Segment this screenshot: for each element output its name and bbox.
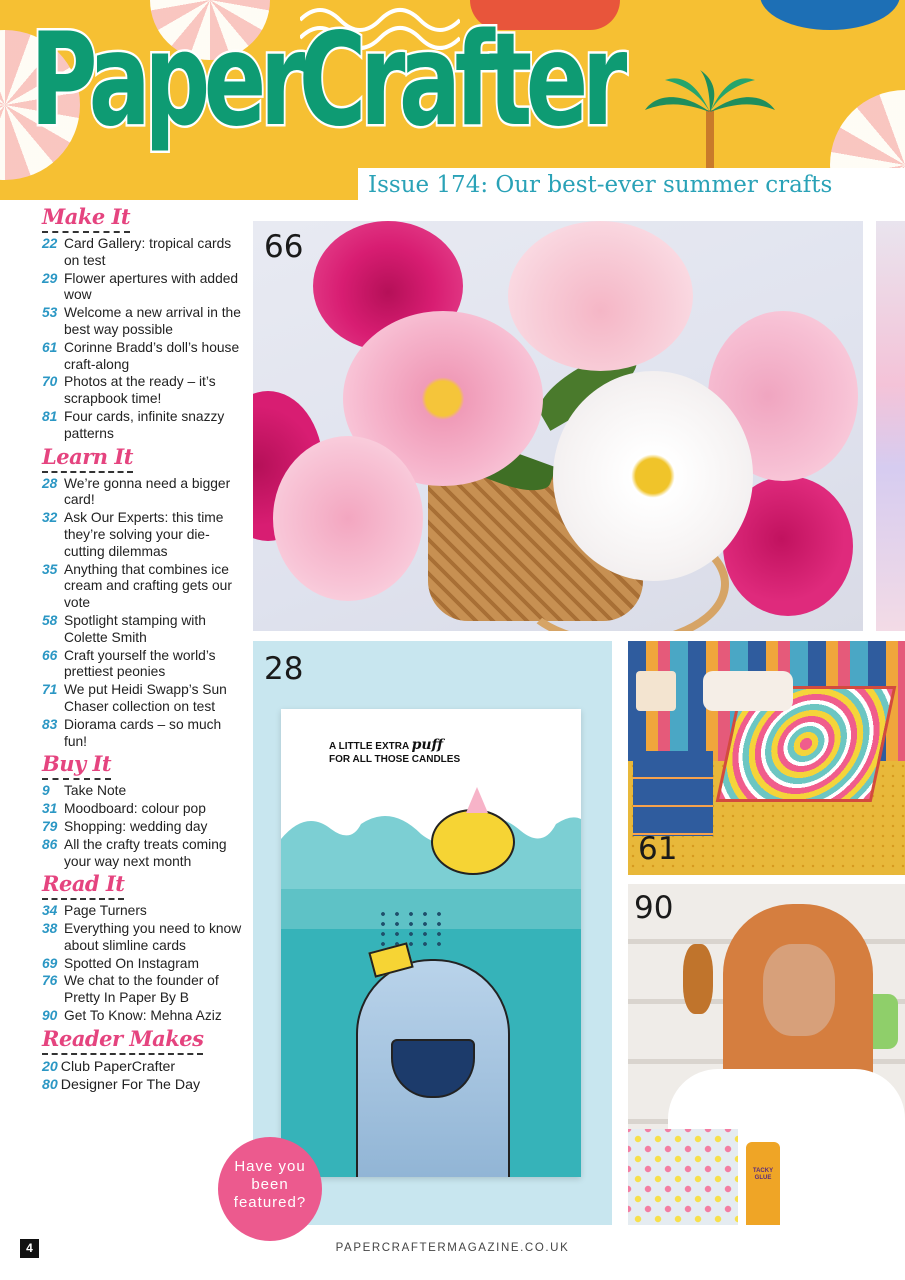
- section-heading-make-it: Make It: [42, 204, 130, 233]
- entry-page-number: 86: [42, 836, 58, 852]
- entry-title: Take Note: [64, 783, 127, 799]
- shark-card-photo[interactable]: [253, 641, 612, 1225]
- contents-entry[interactable]: [42, 973, 242, 1007]
- tacky-glue-bottle: [746, 1142, 780, 1225]
- entry-title: Club PaperCrafter: [60, 1058, 176, 1075]
- card-text-line: FOR ALL THOSE CANDLES: [329, 754, 461, 765]
- section-reader-makes: [42, 1026, 242, 1094]
- entry-page-number: 69: [42, 955, 58, 971]
- section-read-it: [42, 871, 242, 1025]
- entry-page-number: 81: [42, 408, 58, 424]
- peonies-photo[interactable]: [253, 221, 863, 631]
- pink-peony: [273, 436, 423, 601]
- section-heading-read-it: Read It: [42, 871, 124, 900]
- entry-title: Designer For The Day: [60, 1076, 201, 1093]
- contents-entry[interactable]: [42, 717, 242, 751]
- entry-title: We put Heidi Swapp’s Sun Chaser collection on test: [64, 682, 227, 714]
- palm-tree-decoration: [640, 70, 780, 170]
- entry-page-number: 71: [42, 682, 58, 698]
- contents-entry[interactable]: [42, 236, 242, 270]
- entry-page-number: 76: [42, 973, 58, 989]
- contents-entry[interactable]: [42, 305, 242, 339]
- entry-page-number: 80: [42, 1076, 58, 1093]
- lamp: [636, 671, 676, 711]
- section-learn-it: [42, 444, 242, 751]
- candy-jars: [628, 1129, 738, 1225]
- drawers: [633, 751, 713, 836]
- entry-title: Shopping: wedding day: [64, 818, 208, 834]
- section-heading-reader-makes: Reader Makes: [42, 1026, 203, 1055]
- pale-pink-peony: [508, 221, 693, 371]
- glue-label: TACKY GLUE: [752, 1168, 774, 1181]
- dolls-house-photo[interactable]: [628, 641, 905, 875]
- entry-page-number: 28: [42, 475, 58, 491]
- entry-page-number: 70: [42, 374, 58, 390]
- card-script-text: puff: [411, 737, 444, 753]
- entry-title: We’re gonna need a bigger card!: [64, 475, 231, 508]
- issue-banner: [358, 168, 905, 200]
- page-number: 4: [20, 1239, 39, 1258]
- papercrafter-logo: PaperCrafter: [30, 6, 621, 155]
- pufferfish-illustration: [431, 809, 515, 875]
- entry-title: Craft yourself the world’s prettiest peonies: [64, 647, 216, 680]
- card-sentiment: [329, 739, 460, 766]
- card-text-line: A LITTLE EXTRA: [329, 741, 409, 752]
- entry-page-number: 90: [42, 1008, 58, 1024]
- entry-page-number: 66: [42, 647, 58, 663]
- entry-page-number: 61: [42, 339, 58, 355]
- contents-entry[interactable]: [42, 837, 242, 871]
- entry-title: All the crafty treats coming your way next month: [64, 836, 227, 869]
- contents-entry[interactable]: [42, 801, 242, 818]
- entry-page-number: 9: [42, 783, 50, 799]
- contents-entry[interactable]: [42, 1058, 242, 1076]
- reader-makes-badge[interactable]: [218, 1137, 322, 1241]
- entry-title: Page Turners: [64, 903, 147, 919]
- entry-page-number: 20: [42, 1058, 58, 1075]
- section-heading-learn-it: Learn It: [42, 444, 133, 473]
- contents-entry[interactable]: [42, 562, 242, 612]
- entry-page-number: 34: [42, 903, 58, 919]
- contents-entry[interactable]: [42, 409, 242, 443]
- entry-title: Ask Our Experts: this time they’re solving your die-cutting dilemmas: [64, 510, 224, 559]
- section-make-it: [42, 204, 242, 443]
- contents-entry[interactable]: [42, 1008, 242, 1025]
- contents-list: [42, 204, 242, 1094]
- entry-page-number: 79: [42, 818, 58, 834]
- contents-entry[interactable]: [42, 510, 242, 560]
- shark-greeting-card: [281, 709, 581, 1177]
- entry-title: Corinne Bradd’s doll’s house craft-along: [64, 339, 240, 372]
- white-peony: [553, 371, 753, 581]
- entry-title: Moodboard: colour pop: [64, 801, 206, 817]
- page-reference-number: 28: [264, 651, 304, 687]
- contents-entry[interactable]: [42, 783, 242, 800]
- contents-entry[interactable]: [42, 682, 242, 716]
- entry-title: Flower apertures with added wow: [64, 270, 239, 303]
- contents-entry[interactable]: [42, 374, 242, 408]
- party-hat: [466, 787, 488, 813]
- face: [763, 944, 835, 1036]
- entry-title: Card Gallery: tropical cards on test: [64, 236, 232, 268]
- entry-page-number: 53: [42, 305, 58, 321]
- masthead: [0, 0, 905, 200]
- entry-title: Anything that combines ice cream and crafting gets our vote: [64, 561, 232, 611]
- entry-page-number: 31: [42, 801, 58, 817]
- mehna-aziz-portrait-photo[interactable]: [628, 884, 905, 1225]
- contents-entry[interactable]: [42, 1076, 242, 1094]
- pillow: [703, 671, 793, 711]
- blue-ball-decoration: [760, 0, 900, 30]
- entry-page-number: 58: [42, 612, 58, 628]
- magazine-website-url[interactable]: PAPERCRAFTERMAGAZINE.CO.UK: [335, 1242, 570, 1254]
- contents-entry[interactable]: [42, 476, 242, 510]
- page-reference-number: 61: [638, 831, 678, 867]
- issue-title: Issue 174: Our best-ever summer crafts: [368, 172, 833, 198]
- contents-entry[interactable]: [42, 921, 242, 955]
- entry-title: We chat to the founder of Pretty In Paper By B: [64, 973, 219, 1006]
- page-reference-number: 66: [264, 229, 304, 265]
- section-buy-it: [42, 751, 242, 870]
- entry-page-number: 35: [42, 561, 58, 577]
- entry-title: Photos at the ready – it’s scrapbook time!: [64, 374, 216, 407]
- contents-entry[interactable]: [42, 271, 242, 305]
- contents-entry[interactable]: [42, 340, 242, 374]
- entry-title: Get To Know: Mehna Aziz: [64, 1008, 222, 1024]
- section-heading-buy-it: Buy It: [42, 751, 111, 780]
- entry-page-number: 22: [42, 236, 58, 251]
- entry-page-number: 38: [42, 921, 58, 937]
- badge-text: Have you been featured?: [233, 1158, 307, 1211]
- entry-page-number: 83: [42, 716, 58, 732]
- ukulele: [683, 944, 713, 1014]
- entry-title: Welcome a new arrival in the best way possible: [64, 305, 241, 337]
- contents-entry[interactable]: [42, 956, 242, 973]
- contents-entry[interactable]: [42, 903, 242, 920]
- contents-entry[interactable]: [42, 613, 242, 647]
- entry-title: Four cards, infinite snazzy patterns: [64, 408, 225, 441]
- entry-title: Diorama cards – so much fun!: [64, 716, 222, 749]
- entry-page-number: 29: [42, 270, 58, 286]
- contents-entry[interactable]: [42, 648, 242, 682]
- entry-title: Spotted On Instagram: [64, 955, 199, 971]
- entry-title: Everything you need to know about slimline cards: [64, 921, 242, 953]
- page-reference-number: 90: [634, 890, 674, 926]
- entry-title: Spotlight stamping with Colette Smith: [64, 612, 206, 645]
- entry-page-number: 32: [42, 510, 58, 526]
- contents-entry[interactable]: [42, 819, 242, 836]
- fish-school: [376, 909, 446, 949]
- partial-craft-photo: [876, 221, 905, 631]
